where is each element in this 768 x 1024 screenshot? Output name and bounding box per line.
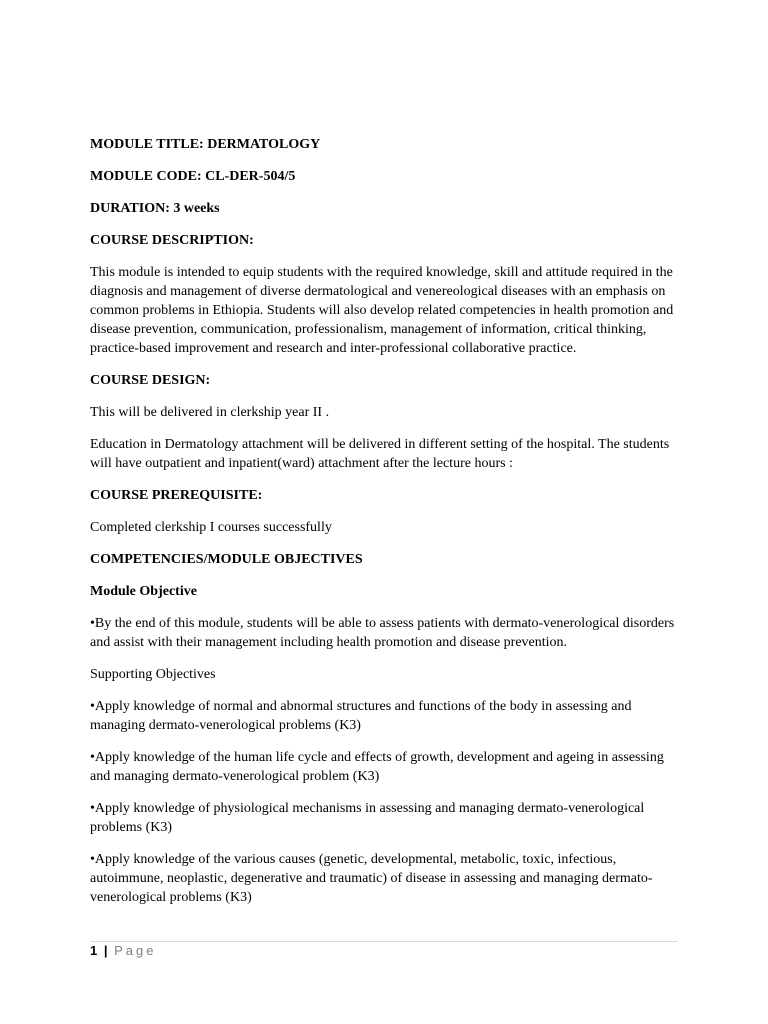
supporting-objective-item: •Apply knowledge of normal and abnormal structures and functions of the body in assessing and managing dermato-venerological problems (K3)	[90, 699, 632, 733]
supporting-objectives-heading: Supporting Objectives	[90, 667, 216, 682]
course-prerequisite-heading: COURSE PREREQUISITE:	[90, 488, 263, 503]
document-body	[90, 135, 680, 920]
course-design-text-2: Education in Dermatology attachment will be delivered in different setting of the hospital. The students will have outpatient and inpatient(ward) attachment after the lecture hours :	[90, 437, 670, 471]
document-page	[90, 0, 680, 1024]
module-objective-heading: Module Objective	[90, 584, 197, 599]
module-objective-text: •By the end of this module, students will be able to assess patients with dermato-venerological disorders and assist with their management including health promotion and disease prevention.	[90, 616, 675, 650]
module-code: MODULE CODE: CL-DER-504/5	[90, 169, 296, 184]
module-title: MODULE TITLE: DERMATOLOGY	[90, 137, 321, 152]
page-footer	[90, 942, 157, 960]
course-description-text: This module is intended to equip students with the required knowledge, skill and attitude required in the diagnosis and management of diverse dermatological and venereological diseases with an emphasis on common problems in Ethiopia. Students will also develop related competencies in health promotion and disease prevention, communication, professionalism, management of information, critical thinking, practice-based improvement and research and inter-professional collaborative practice.	[90, 265, 674, 356]
page-separator: |	[103, 943, 108, 958]
course-prerequisite-text: Completed clerkship I courses successfully	[90, 520, 332, 535]
course-design-text-1: This will be delivered in clerkship year II .	[90, 405, 330, 420]
page-number: 1	[90, 943, 98, 958]
duration: DURATION: 3 weeks	[90, 201, 220, 216]
footer-divider	[90, 941, 678, 942]
supporting-objective-item: •Apply knowledge of the human life cycle and effects of growth, development and ageing in assessing and managing dermato-venerological problem (K3)	[90, 750, 664, 784]
page-label: Page	[114, 943, 157, 958]
competencies-heading: COMPETENCIES/MODULE OBJECTIVES	[90, 552, 363, 567]
supporting-objective-item: •Apply knowledge of the various causes (genetic, developmental, metabolic, toxic, infectious, autoimmune, neoplastic, degenerative and traumatic) of disease in assessing and managing dermato-venerological problems (K3)	[90, 852, 653, 905]
course-description-heading: COURSE DESCRIPTION:	[90, 233, 254, 248]
supporting-objective-item: •Apply knowledge of physiological mechanisms in assessing and managing dermato-venerological problems (K3)	[90, 801, 645, 835]
course-design-heading: COURSE DESIGN:	[90, 373, 211, 388]
